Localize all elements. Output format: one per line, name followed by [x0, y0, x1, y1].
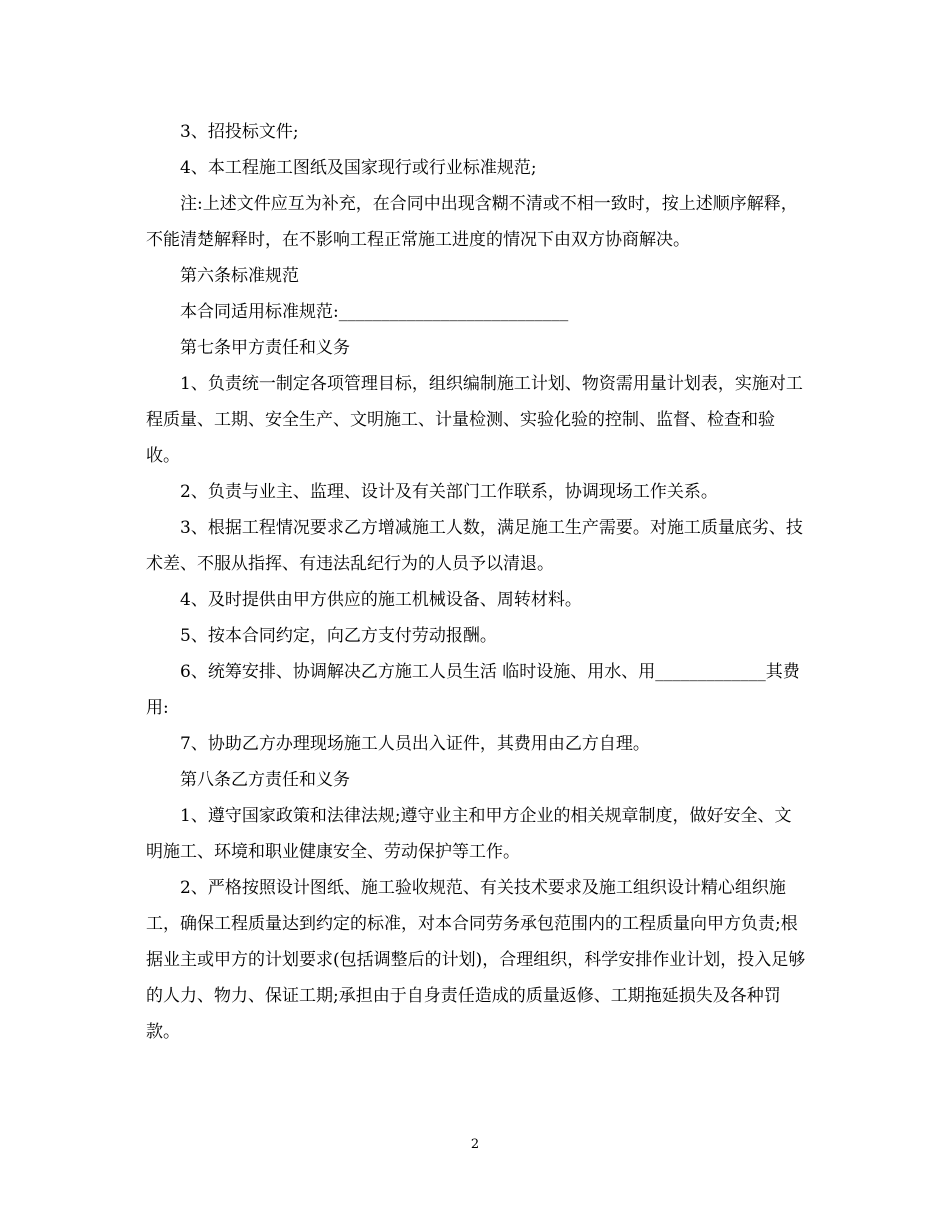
- paragraph: 4、本工程施工图纸及国家现行或行业标准规范;: [180, 158, 537, 178]
- paragraph: 1、遵守国家政策和法律法规;遵守业主和甲方企业的相关规章制度，做好安全、文明施工、环境和职业健康安全、劳动保护等工作。: [146, 806, 792, 862]
- paragraph: 7、协助乙方办理现场施工人员出入证件，其费用由乙方自理。: [180, 734, 650, 754]
- paragraph: 2、负责与业主、监理、设计及有关部门工作联系，协调现场工作关系。: [180, 482, 718, 502]
- paragraph: 6、统筹安排、协调解决乙方施工人员生活 临时设施、用水、用_____________其费用:: [146, 662, 800, 718]
- paragraph: 2、严格按照设计图纸、施工验收规范、有关技术要求及施工组织设计精心组织施工，确保工程质量达到约定的标准，对本合同劳务承包范围内的工程质量向甲方负责;根据业主或甲方的计划要求(包括调整后的计划)，合理组织，科学安排作业计划，投入足够的人力、物力、保证工期;承担由于自身责任造成的质量返修、工期拖延损失及各种罚款。: [146, 878, 806, 1042]
- paragraph: 4、及时提供由甲方供应的施工机械设备、周转材料。: [180, 590, 582, 610]
- document-body: [146, 114, 806, 1050]
- paragraph: 1、负责统一制定各项管理目标，组织编制施工计划、物资需用量计划表，实施对工程质量、工期、安全生产、文明施工、计量检测、实验化验的控制、监督、检查和验收。: [146, 374, 803, 466]
- page-number: 2: [470, 1137, 480, 1152]
- paragraph: 3、根据工程情况要求乙方增减施工人数，满足施工生产需要。对施工质量底劣、技术差、不服从指挥、有违法乱纪行为的人员予以清退。: [146, 518, 803, 574]
- paragraph: 本合同适用标准规范:___________________________: [180, 302, 569, 322]
- paragraph: 5、按本合同约定，向乙方支付劳动报酬。: [180, 626, 497, 646]
- paragraph: 注:上述文件应互为补充，在合同中出现含糊不清或不相一致时，按上述顺序解释，不能清楚解释时，在不影响工程正常施工进度的情况下由双方协商解决。: [146, 194, 798, 250]
- section-heading: 第七条甲方责任和义务: [180, 338, 350, 358]
- paragraph: 3、招投标文件;: [180, 122, 299, 142]
- section-heading: 第六条标准规范: [180, 266, 299, 286]
- section-heading: 第八条乙方责任和义务: [180, 770, 350, 790]
